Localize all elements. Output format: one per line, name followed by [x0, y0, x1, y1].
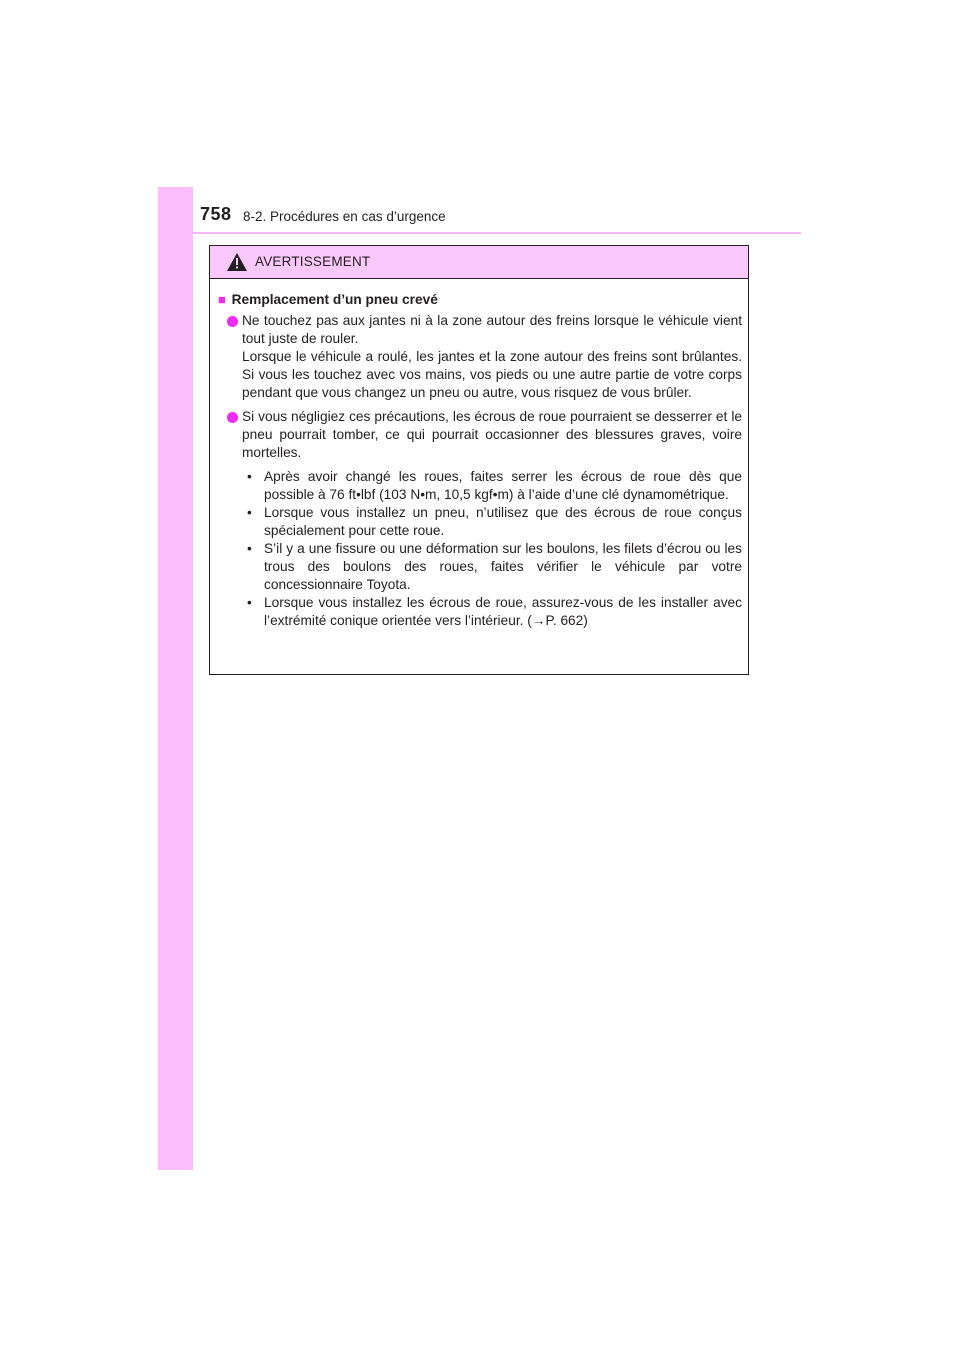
list-item: [218, 312, 742, 402]
sub-bullet-icon: •: [247, 469, 252, 484]
circle-bullet-icon: [227, 412, 238, 423]
side-chapter-tab: [158, 187, 193, 1170]
subsection-heading: [218, 291, 742, 309]
warning-box: [209, 245, 749, 675]
sub-list-item: [247, 594, 742, 630]
sub-bullet-icon: •: [247, 541, 252, 556]
list-item: [218, 408, 742, 462]
section-title: 8-2. Procédures en cas d’urgence: [243, 209, 446, 224]
sub-list-item: [247, 540, 742, 594]
warning-body: [210, 279, 748, 630]
bullet-text-continued: Lorsque le véhicule a roulé, les jantes et la zone autour des freins sont brûlantes. Si vous les touchez avec vos mains, vos pieds ou une autre partie de votre corps pendant que vous changez un pneu ou autre, vous risquez de vous brûler.: [242, 349, 742, 400]
sub-item-text: Lorsque vous installez les écrous de roue, assurez-vous de les installer avec l’extrémité conique orientée vers l’intérieur. (→P. 662): [264, 595, 742, 628]
page-number: 758: [200, 204, 232, 224]
circle-bullet-icon: [227, 316, 238, 327]
subsection-title: Remplacement d’un pneu crevé: [231, 292, 438, 307]
sub-list: [218, 468, 742, 630]
header-divider: [193, 232, 801, 234]
sub-bullet-icon: •: [247, 595, 252, 610]
sub-item-text: Lorsque vous installez un pneu, n’utilisez que des écrous de roue conçus spécialement pour cette roue.: [264, 505, 742, 538]
sub-list-item: [247, 468, 742, 504]
bullet-text: Si vous négligiez ces précautions, les écrous de roue pourraient se desserrer et le pneu pourrait tomber, ce qui pourrait occasionner des blessures graves, voire mortelles.: [242, 409, 742, 460]
sub-item-text: S’il y a une fissure ou une déformation sur les boulons, les filets d’écrou ou les trous des boulons des roues, faites vérifier le véhicule par votre concessionnaire Toyota.: [264, 541, 742, 592]
bullet-text: Ne touchez pas aux jantes ni à la zone autour des freins lorsque le véhicule vient tout juste de rouler.: [242, 313, 742, 346]
square-bullet-icon: ■: [218, 292, 226, 307]
warning-header: [210, 246, 748, 279]
warning-title: AVERTISSEMENT: [255, 254, 371, 269]
sub-item-text: Après avoir changé les roues, faites serrer les écrous de roue dès que possible à 76 ft•lbf (103 N•m, 10,5 kgf•m) à l’aide d’une clé dynamométrique.: [264, 469, 742, 502]
warning-triangle-icon: [227, 253, 247, 271]
sub-bullet-icon: •: [247, 505, 252, 520]
sub-list-item: [247, 504, 742, 540]
